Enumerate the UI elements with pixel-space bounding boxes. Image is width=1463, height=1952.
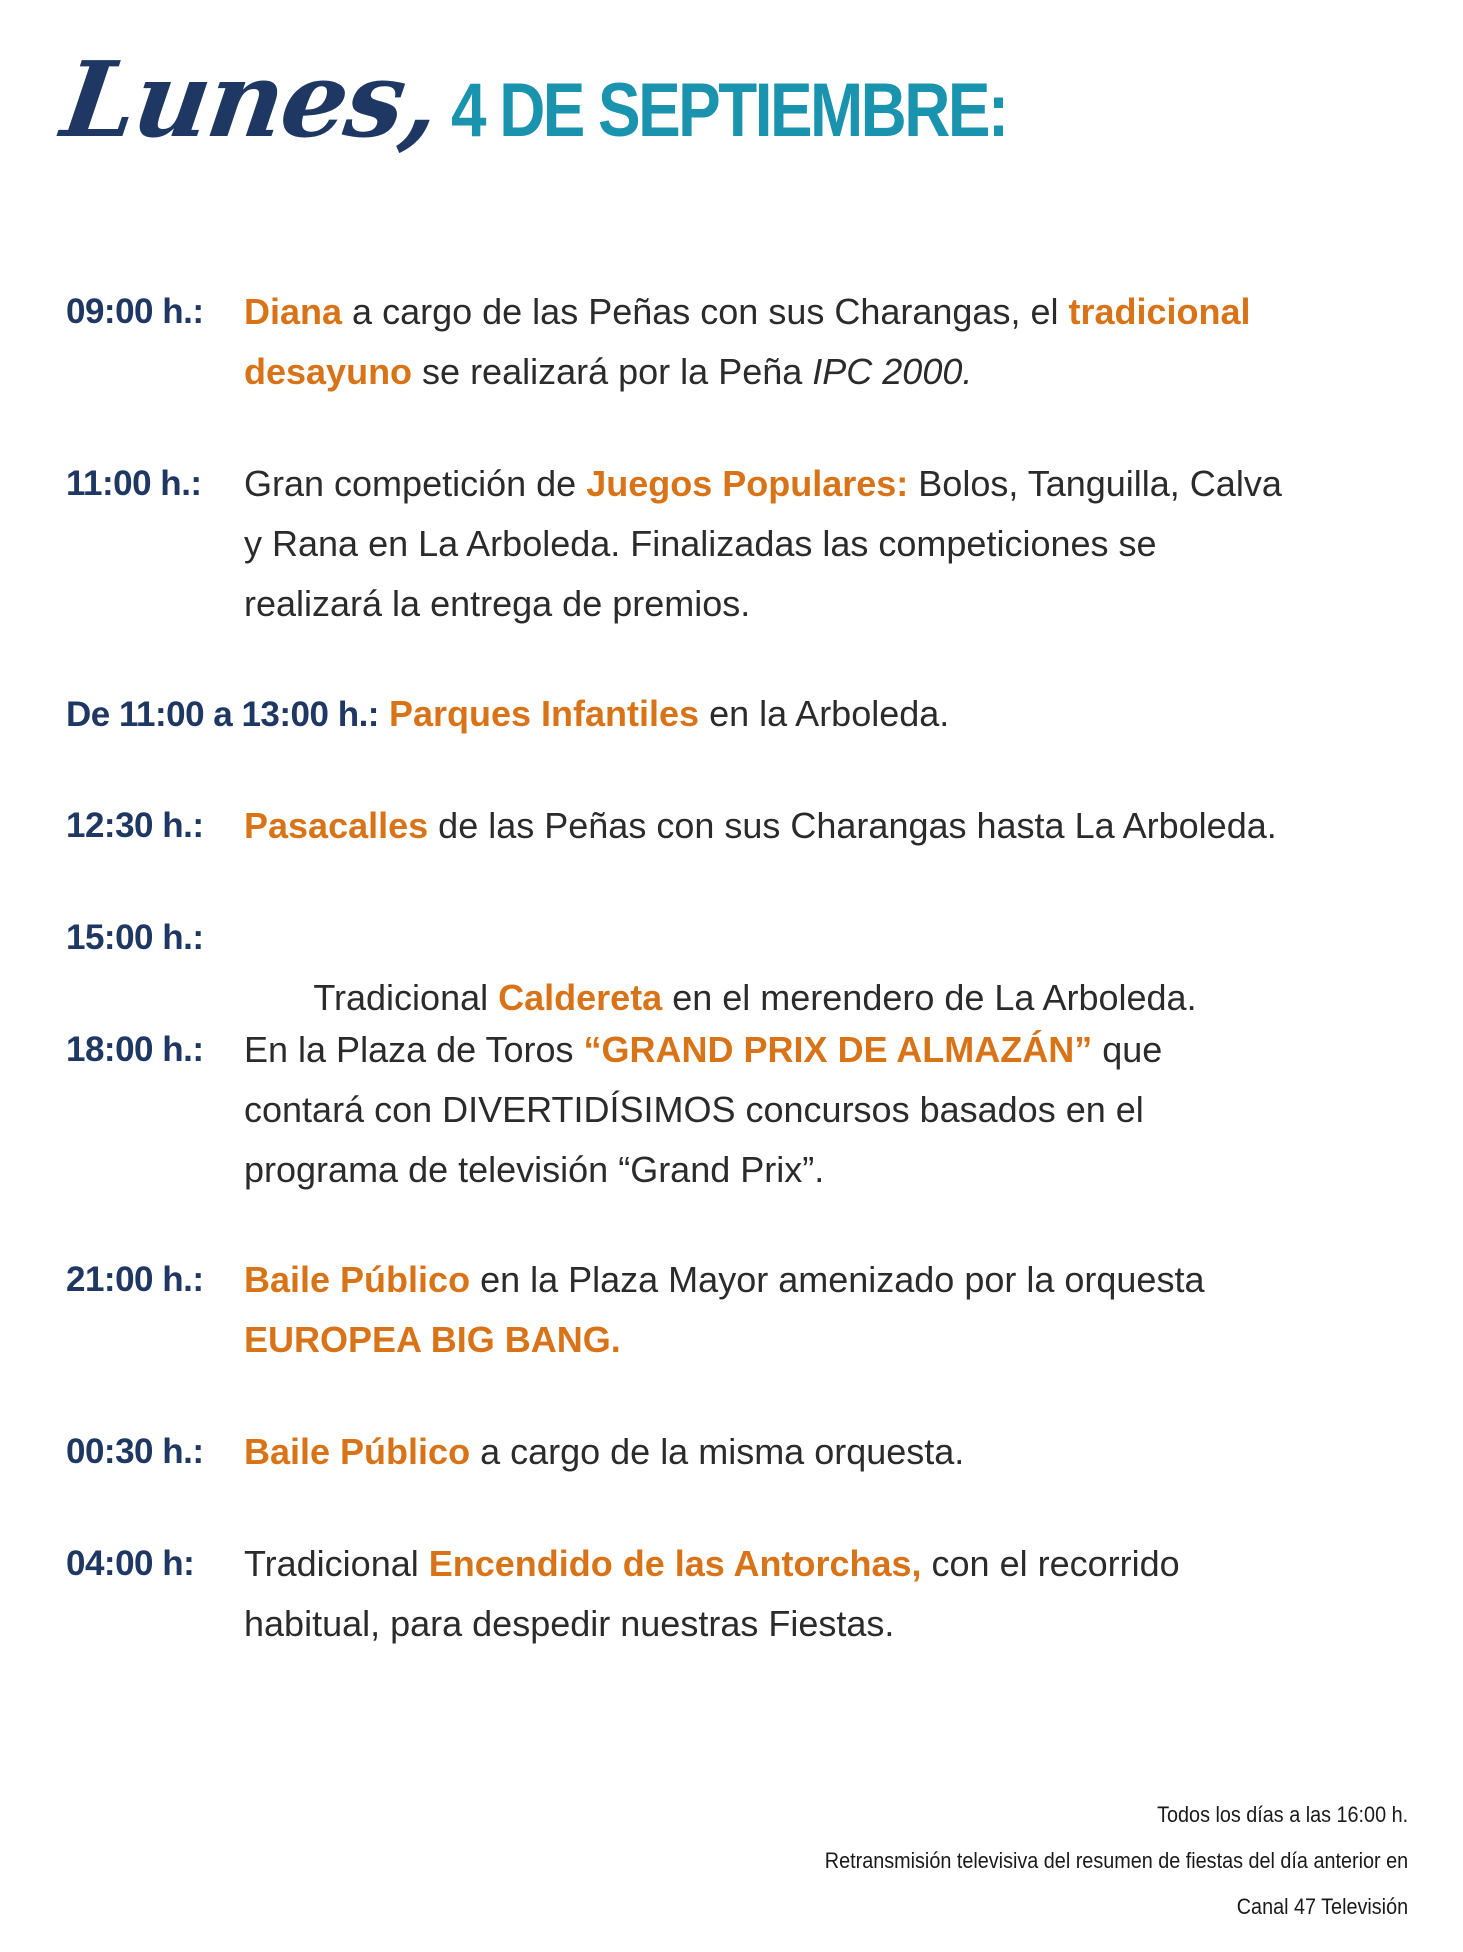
event-time: 09:00 h.: <box>66 292 204 331</box>
text: se realizará por la Peña <box>412 351 813 392</box>
event-description <box>244 1534 1274 1654</box>
event-item <box>66 1250 1406 1370</box>
highlight: “GRAND PRIX DE ALMAZÁN” <box>583 1029 1093 1070</box>
highlight: Baile Público <box>244 1431 471 1472</box>
event-time: 15:00 h.: <box>66 918 204 957</box>
event-description <box>244 1020 1254 1200</box>
day-name: Lunes, <box>55 38 446 161</box>
text: de las Peñas con sus Charangas hasta La Arboleda. <box>428 805 1277 846</box>
event-description <box>244 1422 1394 1482</box>
text: Gran competición de <box>244 463 587 504</box>
highlight: tradicional desayuno <box>244 291 1251 392</box>
highlight: Pasacalles <box>244 805 429 846</box>
event-description <box>244 1250 1304 1370</box>
text: Bolos, Tanguilla, Calva y Rana en La Arboleda. Finalizadas las competiciones se realizará la entrega de premios. <box>244 463 1282 624</box>
text: que contará con DIVERTIDÍSIMOS concursos basados en el programa de televisión “Grand Prix”. <box>244 1029 1163 1190</box>
highlight: Diana <box>244 291 343 332</box>
event-item <box>66 796 1406 856</box>
page-header <box>55 38 1113 161</box>
event-item <box>66 282 1406 406</box>
event-time: 00:30 h.: <box>66 1432 204 1471</box>
broadcast-note <box>825 1792 1408 1930</box>
text: en el merendero de La Arboleda. <box>662 977 1197 1018</box>
event-item <box>66 1020 1406 1200</box>
event-description <box>244 282 1374 402</box>
event-description <box>244 796 1394 856</box>
event-time: 18:00 h.: <box>66 1030 204 1069</box>
text: Tradicional <box>244 1543 429 1584</box>
italic-text: IPC 2000. <box>812 351 973 392</box>
event-description <box>379 693 949 734</box>
highlight: Juegos Populares: <box>586 463 909 504</box>
event-time: De 11:00 a 13:00 h.: <box>66 695 379 734</box>
event-item <box>66 684 1406 744</box>
event-description <box>244 454 1304 634</box>
event-time: 12:30 h.: <box>66 806 204 845</box>
highlight: Caldereta <box>498 977 663 1018</box>
event-item <box>66 1422 1406 1482</box>
event-time: 11:00 h.: <box>66 464 202 503</box>
event-item <box>66 908 1406 1018</box>
event-time: 21:00 h.: <box>66 1260 204 1299</box>
event-time: 04:00 h: <box>66 1544 195 1583</box>
text: a cargo de la misma orquesta. <box>470 1431 965 1472</box>
text: en la Arboleda. <box>699 693 950 734</box>
highlight: EUROPEA BIG BANG. <box>244 1319 621 1360</box>
event-item <box>66 454 1406 634</box>
highlight: Parques Infantiles <box>388 693 700 734</box>
text: En la Plaza de Toros <box>244 1029 584 1070</box>
text: en la Plaza Mayor amenizado por la orquesta <box>470 1259 1205 1300</box>
broadcast-channel: Canal 47 Televisión <box>1236 1894 1408 1919</box>
highlight: Baile Público <box>244 1259 471 1300</box>
event-item <box>66 1534 1406 1654</box>
text: a cargo de las Peñas con sus Charangas, el <box>342 291 1069 332</box>
text: con el recorrido habitual, para despedir nuestras Fiestas. <box>244 1543 1180 1644</box>
text <box>379 693 389 734</box>
date-title: 4 DE SEPTIEMBRE: <box>451 68 1007 153</box>
event-schedule <box>66 282 1406 1654</box>
broadcast-description: Retransmisión televisiva del resumen de fiestas del día anterior en <box>824 1848 1408 1873</box>
text: Tradicional <box>304 977 499 1018</box>
highlight: Encendido de las Antorchas, <box>428 1543 922 1584</box>
broadcast-time: Todos los días a las 16:00 h. <box>1157 1802 1408 1827</box>
